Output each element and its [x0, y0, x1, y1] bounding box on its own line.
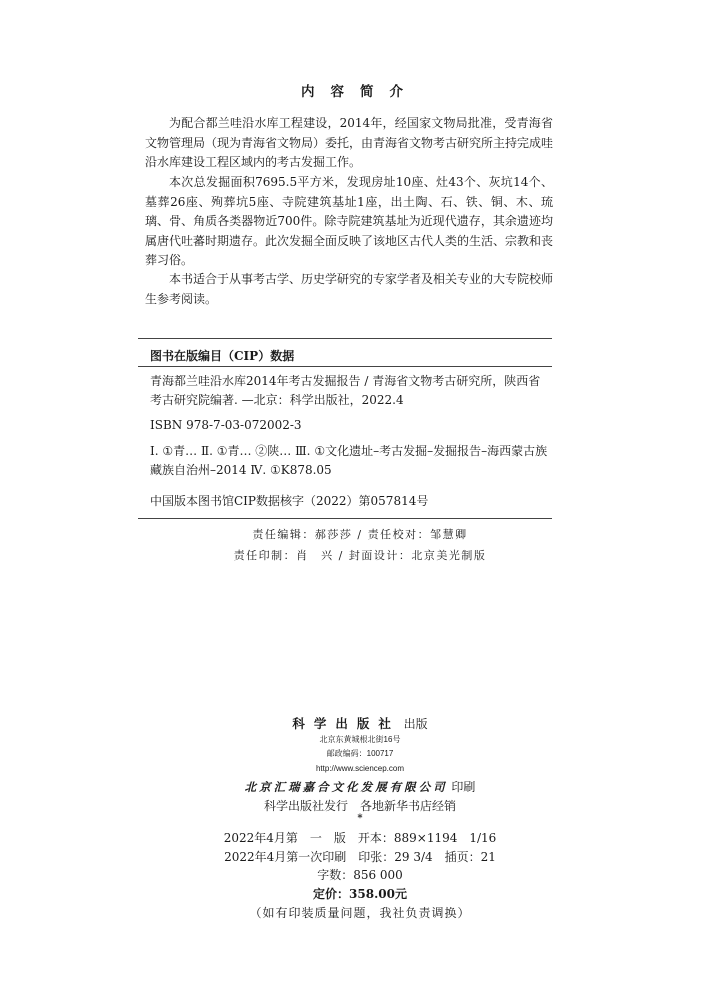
cip-isbn: ISBN 978-7-03-072002-3 — [150, 418, 302, 432]
summary-paragraph-2: 本次总发掘面积7695.5平方米，发现房址10座、灶43个、灰坑14个、墓葬26座、殉葬坑5座、寺院建筑基址1座，出土陶、石、铁、铜、木、琉璃、骨、角质各类器物近700件。除寺院建筑基址为近现代遗存，其余遗迹均属唐代吐蕃时期遗存。此次发掘全面反映了该地区古代人类的生活、宗教和丧葬习俗。 — [145, 175, 554, 267]
publisher-name: 科学出版社 — [292, 716, 400, 731]
price: 定价：358.00元 — [313, 887, 407, 901]
cip-bottom-rule — [138, 518, 552, 519]
cip-heading-rule — [138, 366, 552, 367]
cip-heading: 图书在版编目（CIP）数据 — [150, 349, 295, 363]
printer-line — [0, 778, 720, 795]
word-count: 字数：856 000 — [317, 868, 403, 882]
cip-subjects: Ⅰ. ①青… Ⅱ. ①青… ②陕… Ⅲ. ①文化遗址–考古发掘–发掘报告–海西蒙古族藏族自治州–2014 Ⅳ. ①K878.05 — [150, 444, 548, 477]
summary-title: 内容简介 — [301, 84, 419, 100]
quality-notice: （如有印装质量问题，我社负责调换） — [249, 906, 471, 920]
printer-suffix: 印刷 — [451, 780, 476, 794]
distribution-line: 科学出版社发行 各地新华书店经销 — [263, 799, 456, 813]
publisher-postcode: 邮政编码：100717 — [326, 749, 394, 758]
publisher-website: http://www.sciencep.com — [315, 764, 405, 773]
cip-record: 青海都兰哇沿水库2014年考古发掘报告 / 青海省文物考古研究所，陕西省考古研究院编著. —北京：科学出版社，2022.4 — [150, 374, 541, 407]
summary-paragraph-3: 本书适合于从事考古学、历史学研究的专家学者及相关专业的大专院校师生参考阅读。 — [145, 272, 554, 306]
publisher-suffix: 出版 — [403, 717, 428, 731]
publisher-line — [0, 714, 720, 732]
summary-paragraph-1: 为配合都兰哇沿水库工程建设，2014年，经国家文物局批准，受青海省文物管理局（现为青海省文物局）委托，由青海省文物考古研究所主持完成哇沿水库建设工程区域内的考古发掘工作。 — [145, 116, 554, 169]
cip-library-number: 中国版本图书馆CIP数据核字（2022）第057814号 — [150, 494, 429, 508]
publisher-address: 北京东黄城根北街16号 — [319, 735, 401, 744]
credits-line-1: 责任编辑：郝莎莎 / 责任校对：邹慧卿 — [252, 528, 468, 541]
printing-line: 2022年4月第一次印刷 印张：29 3/4 插页：21 — [224, 850, 496, 864]
credits-line-2: 责任印制：肖 兴 / 封面设计：北京美光制版 — [233, 549, 487, 562]
cip-top-rule — [138, 338, 552, 339]
printer-name: 北京汇瑞嘉合文化发展有限公司 — [244, 780, 448, 794]
separator-star: * — [357, 813, 363, 824]
edition-line: 2022年4月第 一 版 开本：889×1194 1/16 — [223, 831, 497, 845]
